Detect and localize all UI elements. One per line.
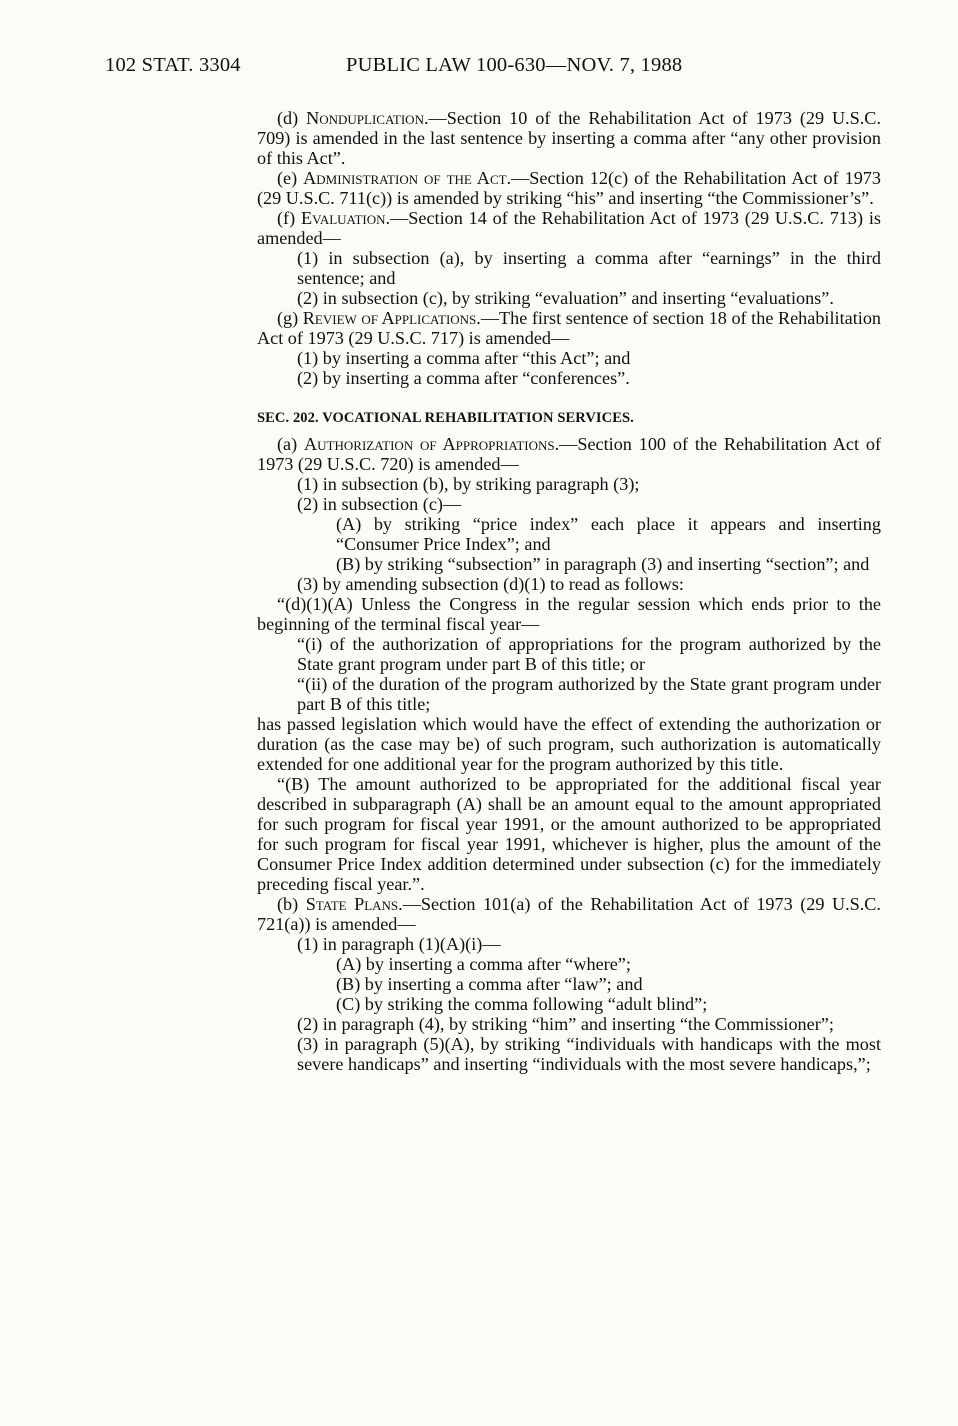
subsection-f-paragraph-2: (2) in subsection (c), by striking “evaluation” and inserting “evaluations”. <box>297 288 834 308</box>
stat-page-number: 102 STAT. 3304 <box>105 54 241 76</box>
subsection-g-paragraph-1: (1) by inserting a comma after “this Act”; and <box>297 348 631 368</box>
quoted-subparagraph-B: “(B) The amount authorized to be appropriated for the additional fiscal year described in subparagraph (A) shall be an amount equal to the amount appropriated for such program for fiscal year 1991, or the amount authorized to be appropriated for such program for fiscal year 1991, whichever is higher, plus the amount of the Consumer Price Index addition determined under subsection (c) for the immediately preceding fiscal year.”. <box>257 774 881 894</box>
quoted-clause-i: “(i) of the authorization of appropriations for the program authorized by the State grant program under part B of this title; or <box>297 634 881 674</box>
quoted-d1A: “(d)(1)(A) Unless the Congress in the regular session which ends prior to the beginning of the terminal fiscal year— <box>257 594 881 634</box>
section-202-subsection-a: (a) Authorization of Appropriations.—Section 100 of the Rehabilitation Act of 1973 (29 U.S.C. 720) is amended— <box>257 434 882 474</box>
quoted-clause-ii: “(ii) of the duration of the program authorized by the State grant program under part B of this title; <box>297 674 881 714</box>
document-body <box>257 108 881 1074</box>
subsection-f-paragraph-1: (1) in subsection (a), by inserting a comma after “earnings” in the third sentence; and <box>297 248 881 288</box>
section-202-subsection-b: (b) State Plans.—Section 101(a) of the Rehabilitation Act of 1973 (29 U.S.C. 721(a)) is amended— <box>257 894 881 934</box>
subsection-b-subparagraph-B: (B) by inserting a comma after “law”; and <box>336 974 643 994</box>
subsection-a-subparagraph-B: (B) by striking “subsection” in paragraph (3) and inserting “section”; and <box>336 554 870 574</box>
public-law-citation: PUBLIC LAW 100-630—NOV. 7, 1988 <box>346 54 683 76</box>
subsection-b-paragraph-2: (2) in paragraph (4), by striking “him” and inserting “the Commissioner”; <box>297 1014 834 1034</box>
subsection-a-paragraph-2: (2) in subsection (c)— <box>297 494 462 514</box>
subsection-b-paragraph-3: (3) in paragraph (5)(A), by striking “individuals with handicaps with the most severe handicaps” and inserting “individuals with the most severe handicaps,”; <box>297 1034 881 1074</box>
subsection-b-subparagraph-A: (A) by inserting a comma after “where”; <box>336 954 631 974</box>
section-202-heading: SEC. 202. VOCATIONAL REHABILITATION SERVICES. <box>257 410 634 426</box>
subsection-a-subparagraph-A: (A) by striking “price index” each place it appears and inserting “Consumer Price Index”; and <box>336 514 881 554</box>
subsection-g: (g) Review of Applications.—The first sentence of section 18 of the Rehabilitation Act of 1973 (29 U.S.C. 717) is amended— <box>257 308 882 348</box>
subsection-e: (e) Administration of the Act.—Section 12(c) of the Rehabilitation Act of 1973 (29 U.S.C. 711(c)) is amended by striking “his” and inserting “the Commissioner’s”. <box>257 168 881 208</box>
subsection-f: (f) Evaluation.—Section 14 of the Rehabilitation Act of 1973 (29 U.S.C. 713) is amended— <box>257 208 882 248</box>
quoted-continuation: has passed legislation which would have the effect of extending the authorization or duration (as the case may be) of such program, such authorization is automatically extended for one additional year for the program authorized by this title. <box>257 714 881 774</box>
subsection-a-paragraph-3: (3) by amending subsection (d)(1) to read as follows: <box>297 574 684 594</box>
subsection-b-paragraph-1: (1) in paragraph (1)(A)(i)— <box>297 934 501 954</box>
subsection-g-paragraph-2: (2) by inserting a comma after “conferences”. <box>297 368 630 388</box>
subsection-d: (d) Nonduplication.—Section 10 of the Rehabilitation Act of 1973 (29 U.S.C. 709) is amended in the last sentence by inserting a comma after “any other provision of this Act”. <box>257 108 881 168</box>
subsection-b-subparagraph-C: (C) by striking the comma following “adult blind”; <box>336 994 708 1014</box>
subsection-a-paragraph-1: (1) in subsection (b), by striking paragraph (3); <box>297 474 640 494</box>
